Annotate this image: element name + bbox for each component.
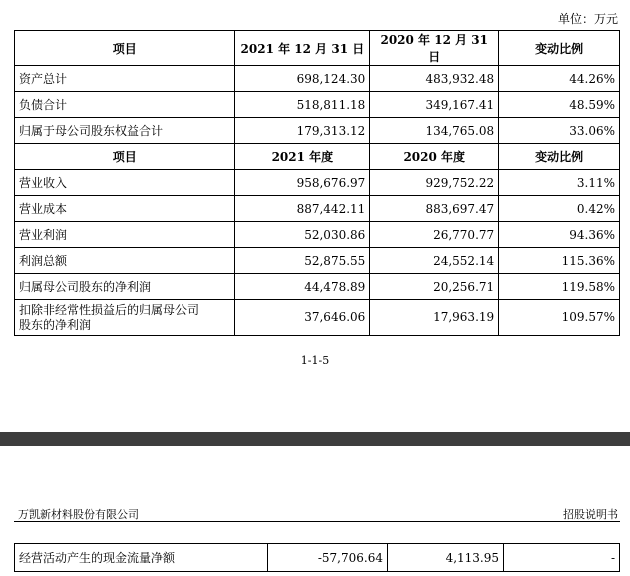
change-ratio: 119.58% (499, 274, 620, 300)
cashflow-table (14, 543, 620, 572)
balance-header-row (15, 31, 620, 66)
table-row (15, 118, 620, 144)
value-2020: 929,752.22 (370, 170, 499, 196)
value-2021: 52,875.55 (235, 248, 370, 274)
value-2020: 883,697.47 (370, 196, 499, 222)
value-2021: 52,030.86 (235, 222, 370, 248)
header-2021: 2021 年 12 月 31 日 (235, 31, 370, 66)
value-2021: 37,646.06 (235, 300, 370, 336)
value-2020: 4,113.95 (388, 544, 504, 572)
value-2021: 958,676.97 (235, 170, 370, 196)
page-number: 1-1-5 (300, 354, 330, 367)
value-2020: 20,256.71 (370, 274, 499, 300)
value-2020: 483,932.48 (370, 66, 499, 92)
header-rule (14, 521, 620, 522)
row-label: 营业成本 (15, 196, 235, 222)
row-label: 营业利润 (15, 222, 235, 248)
row-label-line2: 股东的净利润 (19, 317, 92, 332)
unit-label: 单位：万元 (557, 12, 618, 26)
page-separator (0, 432, 630, 446)
value-2021: 887,442.11 (235, 196, 370, 222)
document-title: 招股说明书 (563, 508, 618, 521)
row-label: 经营活动产生的现金流量净额 (15, 544, 268, 572)
header-2020: 2020 年度 (370, 144, 499, 170)
row-label: 负债合计 (15, 92, 235, 118)
header-item: 项目 (15, 31, 235, 66)
value-2020: 26,770.77 (370, 222, 499, 248)
financial-table (14, 30, 620, 336)
value-2021: -57,706.64 (268, 544, 388, 572)
header-change: 变动比例 (499, 31, 620, 66)
table-row (15, 92, 620, 118)
value-2020: 134,765.08 (370, 118, 499, 144)
change-ratio: 115.36% (499, 248, 620, 274)
row-label (15, 300, 235, 336)
header-2020: 2020 年 12 月 31 日 (370, 31, 499, 66)
row-label: 归属于母公司股东权益合计 (15, 118, 235, 144)
value-2021: 44,478.89 (235, 274, 370, 300)
header-item: 项目 (15, 144, 235, 170)
change-ratio: 48.59% (499, 92, 620, 118)
row-label: 营业收入 (15, 170, 235, 196)
change-ratio: 109.57% (499, 300, 620, 336)
table-row (15, 170, 620, 196)
change-ratio: 0.42% (499, 196, 620, 222)
table-row (15, 66, 620, 92)
value-2020: 17,963.19 (370, 300, 499, 336)
company-name: 万凯新材料股份有限公司 (18, 508, 139, 521)
income-header-row (15, 144, 620, 170)
row-label: 利润总额 (15, 248, 235, 274)
change-ratio: 44.26% (499, 66, 620, 92)
row-label: 归属母公司股东的净利润 (15, 274, 235, 300)
value-2021: 518,811.18 (235, 92, 370, 118)
table-row (15, 248, 620, 274)
table-row (15, 196, 620, 222)
row-label-line1: 扣除非经常性损益后的归属母公司 (19, 302, 200, 317)
table-row (15, 300, 620, 336)
table-row (15, 222, 620, 248)
change-ratio: 94.36% (499, 222, 620, 248)
change-ratio: 33.06% (499, 118, 620, 144)
change-ratio: 3.11% (499, 170, 620, 196)
header-2021: 2021 年度 (235, 144, 370, 170)
change-ratio: - (504, 544, 620, 572)
value-2021: 179,313.12 (235, 118, 370, 144)
header-change: 变动比例 (499, 144, 620, 170)
value-2020: 349,167.41 (370, 92, 499, 118)
value-2021: 698,124.30 (235, 66, 370, 92)
table-row (15, 544, 620, 572)
row-label: 资产总计 (15, 66, 235, 92)
table-row (15, 274, 620, 300)
value-2020: 24,552.14 (370, 248, 499, 274)
